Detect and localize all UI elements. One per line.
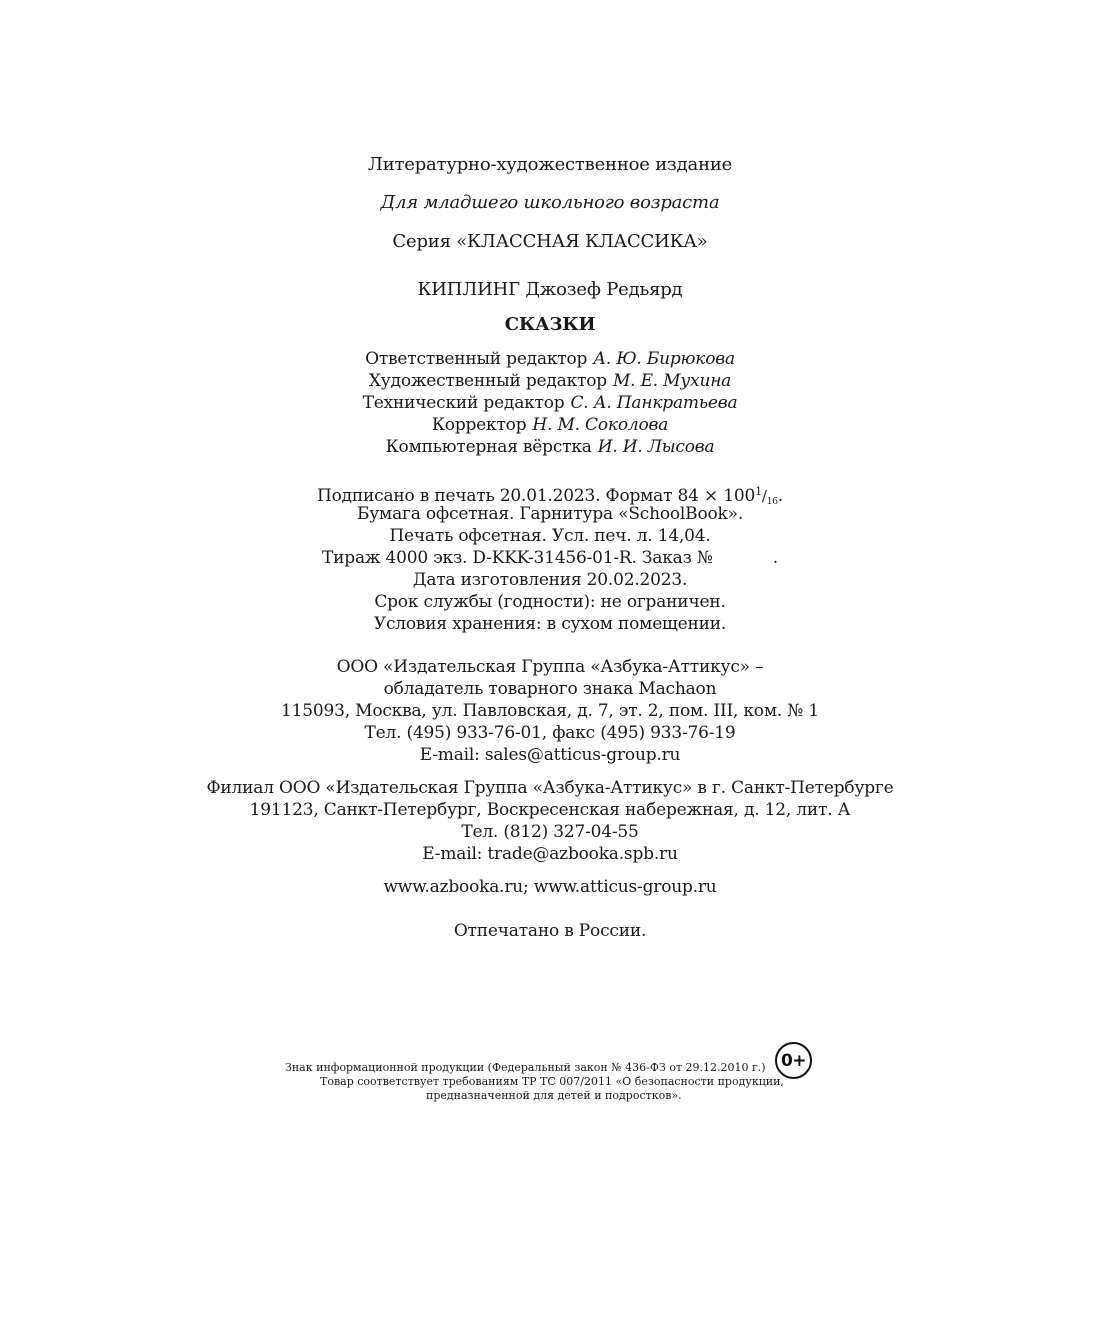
- credit-role: Ответственный редактор: [365, 349, 588, 369]
- format-numerator: 1: [755, 485, 762, 498]
- branch-email: E-mail: trade@azbooka.spb.ru: [422, 844, 678, 864]
- book-title: СКАЗКИ: [504, 314, 596, 335]
- print-run-text: Тираж 4000 экз. D-KKK-31456-01-R. Заказ №: [322, 548, 713, 568]
- credit-row: [0, 436, 1100, 458]
- format-denominator: 16: [766, 497, 778, 507]
- series: Серия «КЛАССНАЯ КЛАССИКА»: [392, 231, 708, 252]
- credit-name: Н. М. Соколова: [532, 415, 669, 435]
- publisher-trademark: обладатель товарного знака Machaon: [383, 679, 717, 699]
- credit-role: Технический редактор: [362, 393, 565, 413]
- age-group: Для младшего школьного возраста: [380, 192, 720, 213]
- credit-name: А. Ю. Бирюкова: [593, 349, 735, 369]
- websites: www.azbooka.ru; www.atticus-group.ru: [383, 877, 717, 897]
- author: КИПЛИНГ Джозеф Редьярд: [417, 279, 683, 300]
- shelf-life: Срок службы (годности): не ограничен.: [374, 592, 726, 612]
- printed-in: Отпечатано в России.: [453, 921, 647, 941]
- manufacture-date: Дата изготовления 20.02.2023.: [412, 570, 688, 590]
- paper-info: Бумага офсетная. Гарнитура «SchoolBook».: [356, 504, 744, 524]
- compliance-line-1: Знак информационной продукции (Федеральный закон № 436-ФЗ от 29.12.2010 г.): [285, 1061, 766, 1074]
- branch-phone: Тел. (812) 327-04-55: [461, 822, 639, 842]
- age-rating-icon: 0+: [775, 1042, 812, 1079]
- publisher-email: E-mail: sales@atticus-group.ru: [419, 745, 681, 765]
- publisher-phone: Тел. (495) 933-76-01, факс (495) 933-76-19: [364, 723, 736, 743]
- publisher-address: 115093, Москва, ул. Павловская, д. 7, эт. 2, пом. III, ком. № 1: [281, 701, 819, 721]
- signed-suffix: .: [777, 486, 784, 506]
- credit-name: М. Е. Мухина: [612, 371, 732, 391]
- format-slash: /: [761, 487, 767, 505]
- credit-row: [0, 370, 1100, 392]
- print-run-suffix: .: [772, 548, 778, 568]
- publisher-name: ООО «Издательская Группа «Азбука-Аттикус» –: [336, 657, 764, 677]
- branch-name: Филиал ООО «Издательская Группа «Азбука-Аттикус» в г. Санкт-Петербурге: [206, 778, 894, 798]
- print-run: [0, 547, 1100, 569]
- credit-row: [0, 392, 1100, 414]
- credit-role: Корректор: [431, 415, 527, 435]
- branch-address: 191123, Санкт-Петербург, Воскресенская набережная, д. 12, лит. А: [249, 800, 851, 820]
- edition-type: Литературно-художественное издание: [367, 154, 733, 175]
- compliance-line-2: Товар соответствует требованиям ТР ТС 007/2011 «О безопасности продукции,: [320, 1075, 784, 1088]
- credit-role: Компьютерная вёрстка: [385, 437, 592, 457]
- credit-row: [0, 414, 1100, 436]
- signed-text: Подписано в печать 20.01.2023. Формат 84 × 100: [316, 486, 756, 506]
- compliance-line-3: предназначенной для детей и подростков».: [426, 1089, 682, 1102]
- credit-name: С. А. Панкратьева: [570, 393, 738, 413]
- credit-name: И. И. Лысова: [597, 437, 715, 457]
- credit-row: [0, 348, 1100, 370]
- credit-role: Художественный редактор: [368, 371, 607, 391]
- storage-conditions: Условия хранения: в сухом помещении.: [373, 614, 727, 634]
- printing-info: Печать офсетная. Усл. печ. л. 14,04.: [389, 526, 711, 546]
